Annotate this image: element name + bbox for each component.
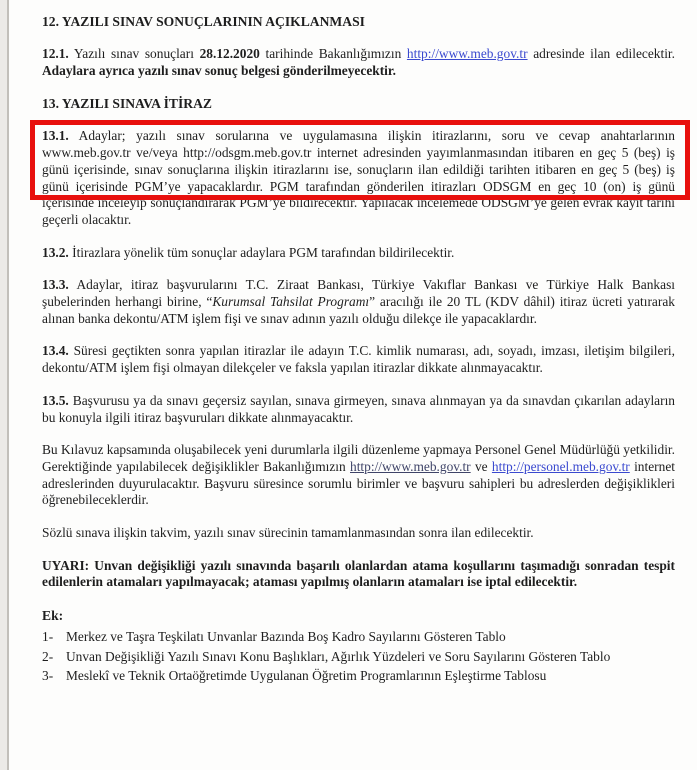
text-run: Adaylar, itiraz başvurularını T.C. Ziraat Bankası, Türkiye Vakıflar Bankası ve Türkiye Halk Bankası şubelerinden herhangi birine, “ [42, 277, 675, 310]
text-run: UYARI: Unvan değişikliği yazılı sınavında başarılı olanlardan atama koşullarını taşımadığı sonradan tespit edilenlerin atamaları yapılmayacak; ataması yapılmış olanların atamaları ise iptal edilecektir. [42, 557, 675, 590]
text-run: internet adreslerinden duyurulacaktır. Başvuru süresince sorumlu birimler ve başvuru sahipleri bu adreslerden değişiklikleri öğrenebileceklerdir. [42, 458, 675, 508]
list-item [42, 647, 675, 667]
list-item-text: Unvan Değişikliği Yazılı Sınavı Konu Başlıkları, Ağırlık Yüzdeleri ve Soru Sayılarını Gösteren Tablo [66, 648, 611, 664]
text-run: ” aracılığı ile 20 TL (KDV dâhil) itiraz ücreti yatırarak alınan banka dekontu/ATM işlem fişi ve sınav adının yazılı olduğu dilekçe ile yapacaklardır. [42, 294, 675, 326]
list-item-number: 1- [42, 629, 54, 645]
list-item-text: Merkez ve Taşra Teşkilatı Unvanlar Bazında Boş Kadro Sayılarını Gösteren Tablo [66, 629, 506, 645]
para-13-2 [42, 245, 675, 262]
list-item [42, 666, 675, 686]
list-item [42, 627, 675, 647]
text-run: Süresi geçtikten sonra yapılan itirazlar ile adayın T.C. kimlik numarası, adı, soyadı, imzası, iletişim bilgileri, dekontu/ATM işlem fişi olmayan dilekçeler ve faksla yapılan itirazlar dikkate alınmayacaktır. [42, 343, 675, 376]
text-run: Sözlü sınava ilişkin takvim, yazılı sınav sürecinin tamamlanmasından sonra ilan edilecektir. [42, 525, 534, 541]
text-run: 13.3. [42, 277, 69, 293]
para-13-1 [42, 128, 675, 228]
text-run: Başvurusu ya da sınavı geçersiz sayılan, sınava girmeyen, sınava alınmayan ya da sınavdan çıkarılan adayların bu konuyla ilgili itiraz başvuruları dikkate alınmayacaktır. [42, 392, 675, 425]
para-oral-exam-schedule [42, 525, 675, 542]
list-item-number: 2- [42, 648, 54, 664]
document-body [42, 13, 675, 686]
link-meb-gov-tr-changes[interactable]: http://www.meb.gov.tr [350, 458, 471, 474]
attachments-list [42, 627, 675, 686]
list-item-text: Meslekî ve Teknik Ortaöğretimde Uygulanan Öğretim Programlarının Eşleştirme Tablosu [66, 668, 547, 684]
text-run: Kurumsal Tahsilat Programı [212, 294, 370, 310]
text-run: ve [470, 458, 492, 474]
para-guide-changes [42, 442, 675, 509]
section-12-heading: 12. YAZILI SINAV SONUÇLARININ AÇIKLANMASI [42, 14, 365, 29]
para-12-1 [42, 46, 675, 79]
text-run: 12.1. [42, 46, 69, 61]
para-13-4 [42, 343, 675, 376]
text-run: tarihinde Bakanlığımızın [259, 46, 407, 61]
text-run: Adaylara ayrıca yazılı sınav sonuç belgesi gönderilmeyecektir. [42, 62, 396, 78]
text-run: Adaylar; yazılı sınav sorularına ve uygulamasına ilişkin itirazlarını, soru ve cevap anahtarlarının www.meb.gov.tr ve/veya http://odsgm.meb.gov.tr internet adresinden yayımlanmasından itibaren en geç 5 (beş) iş günü içerisinde, sınav sonuçlarına ilişkin itirazlarını ise, sonuçların ilan edildiği tarihten itibaren en geç 5 (beş) iş günü içerisinde PGM’ye yapacaklardır. PGM tarafından gönderilen itirazları ODSGM en geç 10 (on) iş günü içerisinde inceleyip sonuçlandırarak PGM’ye bildirecektir. Yapılacak incelemede ÖDSGM’ye gelen evrak kayıt tarihi geçerli olacaktır. [42, 128, 675, 227]
attachments-heading: Ek: [42, 608, 64, 624]
list-item-number: 3- [42, 668, 54, 684]
scan-edge-strip [0, 0, 9, 770]
highlighted-paragraph-wrap [42, 128, 675, 228]
text-run: 13.4. [42, 343, 69, 359]
text-run: adresinde ilan edilecektir. [527, 46, 675, 61]
link-personel-meb-gov-tr[interactable]: http://personel.meb.gov.tr [491, 458, 630, 474]
para-warning [42, 558, 675, 591]
text-run: İtirazlara yönelik tüm sonuçlar adaylara PGM tarafından bildirilecektir. [68, 244, 455, 260]
text-run: 13.5. [42, 392, 69, 408]
para-13-3 [42, 277, 675, 327]
text-run: Yazılı sınav sonuçları [68, 46, 200, 61]
text-run: 13.2. [42, 244, 69, 260]
section-13-heading: 13. YAZILI SINAVA İTİRAZ [42, 96, 212, 112]
text-run: Bu Kılavuz kapsamında oluşabilecek yeni durumlarla ilgili düzenleme yapmaya Personel Genel Müdürlüğü yetkilidir. Gerektiğinde yapılabilecek değişiklikler Bakanlığımızın [42, 442, 675, 474]
text-run: 13.1. [42, 128, 69, 144]
text-run: 28.12.2020 [199, 46, 260, 61]
link-meb-gov-tr-announcement[interactable]: http://www.meb.gov.tr [406, 46, 528, 61]
para-13-5 [42, 393, 675, 426]
